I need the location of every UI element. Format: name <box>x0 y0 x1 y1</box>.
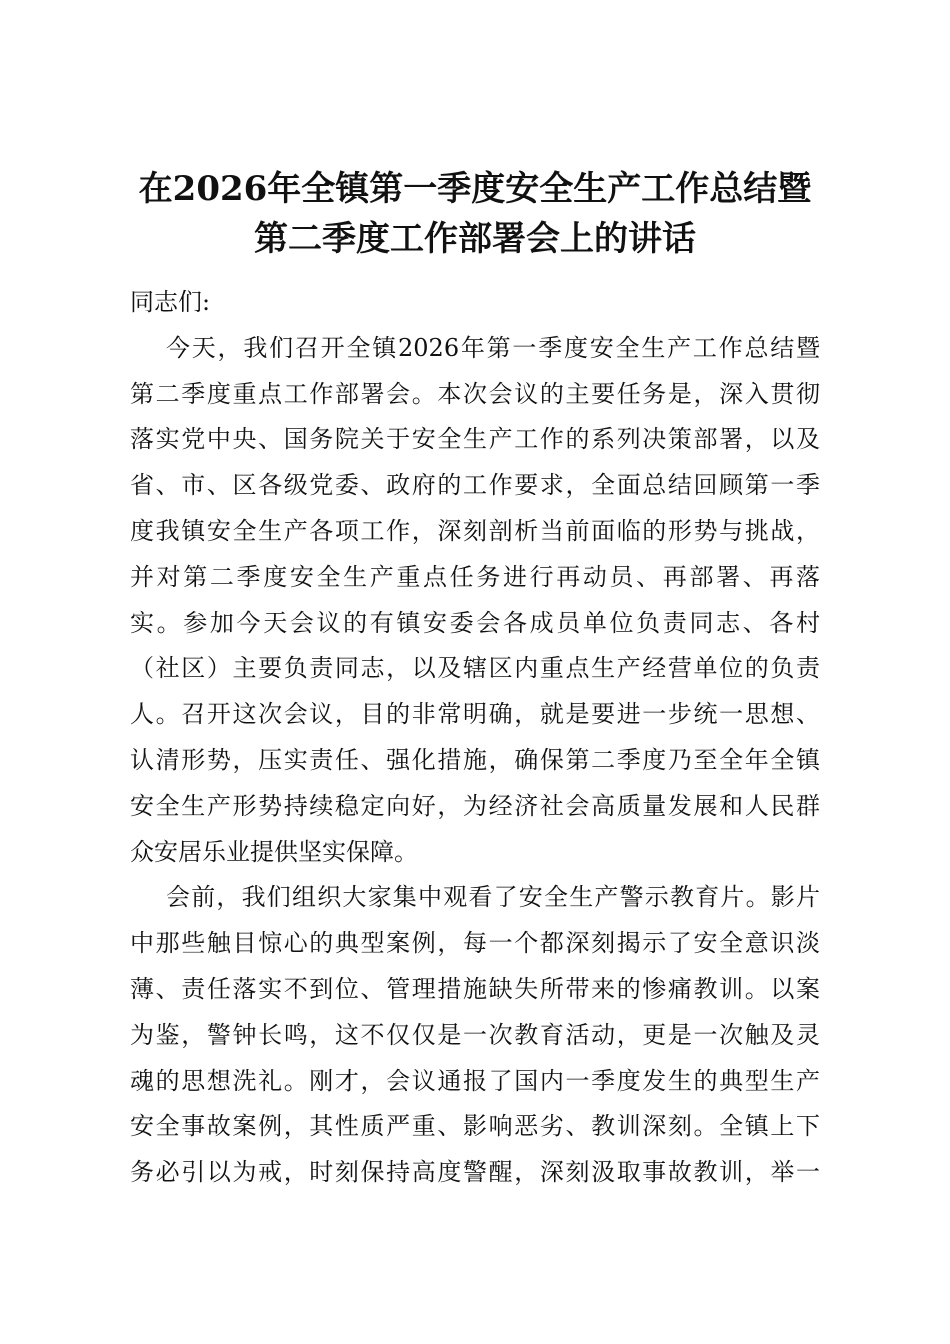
paragraphs <box>130 326 820 1196</box>
text-line: 今天，我们召开全镇2026年第一季度安全生产工作总结暨 <box>166 333 820 362</box>
title-line-1: 在2026年全镇第一季度安全生产工作总结暨 <box>138 169 812 209</box>
text-line: 众安居乐业提供坚实保障。 <box>130 837 418 866</box>
text-line: 度我镇安全生产各项工作，深刻剖析当前面临的形势与挑战， <box>130 516 820 545</box>
text-line: 并对第二季度安全生产重点任务进行再动员、再部署、再落 <box>130 562 820 591</box>
salutation: 同志们: <box>130 288 211 316</box>
document-body <box>130 280 820 1196</box>
text-line: 中那些触目惊心的典型案例，每一个都深刻揭示了安全意识淡 <box>130 929 820 958</box>
paragraph <box>130 326 820 876</box>
text-line: 为鉴，警钟长鸣，这不仅仅是一次教育活动，更是一次触及灵 <box>130 1020 820 1049</box>
text-line: 薄、责任落实不到位、管理措施缺失所带来的惨痛教训。以案 <box>130 974 820 1003</box>
text-line: 省、市、区各级党委、政府的工作要求，全面总结回顾第一季 <box>130 471 820 500</box>
paragraph <box>130 875 820 1196</box>
title-line-2: 第二季度工作部署会上的讲话 <box>254 219 696 259</box>
text-line: 务必引以为戒，时刻保持高度警醒，深刻汲取事故教训，举一 <box>130 1158 820 1187</box>
text-line: （社区）主要负责同志，以及辖区内重点生产经营单位的负责 <box>130 654 820 683</box>
document-title <box>0 164 950 264</box>
text-line: 人。召开这次会议，目的非常明确，就是要进一步统一思想、 <box>130 700 820 729</box>
text-line: 认清形势，压实责任、强化措施，确保第二季度乃至全年全镇 <box>130 745 820 774</box>
text-line: 安全事故案例，其性质严重、影响恶劣、教训深刻。全镇上下 <box>130 1112 820 1141</box>
text-line: 第二季度重点工作部署会。本次会议的主要任务是，深入贯彻 <box>130 379 820 408</box>
text-line: 魂的思想洗礼。刚才，会议通报了国内一季度发生的典型生产 <box>130 1066 820 1095</box>
text-line: 落实党中央、国务院关于安全生产工作的系列决策部署，以及 <box>130 425 820 454</box>
text-line: 安全生产形势持续稳定向好，为经济社会高质量发展和人民群 <box>130 791 820 820</box>
text-line: 实。参加今天会议的有镇安委会各成员单位负责同志、各村 <box>130 608 820 637</box>
text-line: 会前，我们组织大家集中观看了安全生产警示教育片。影片 <box>166 883 820 912</box>
